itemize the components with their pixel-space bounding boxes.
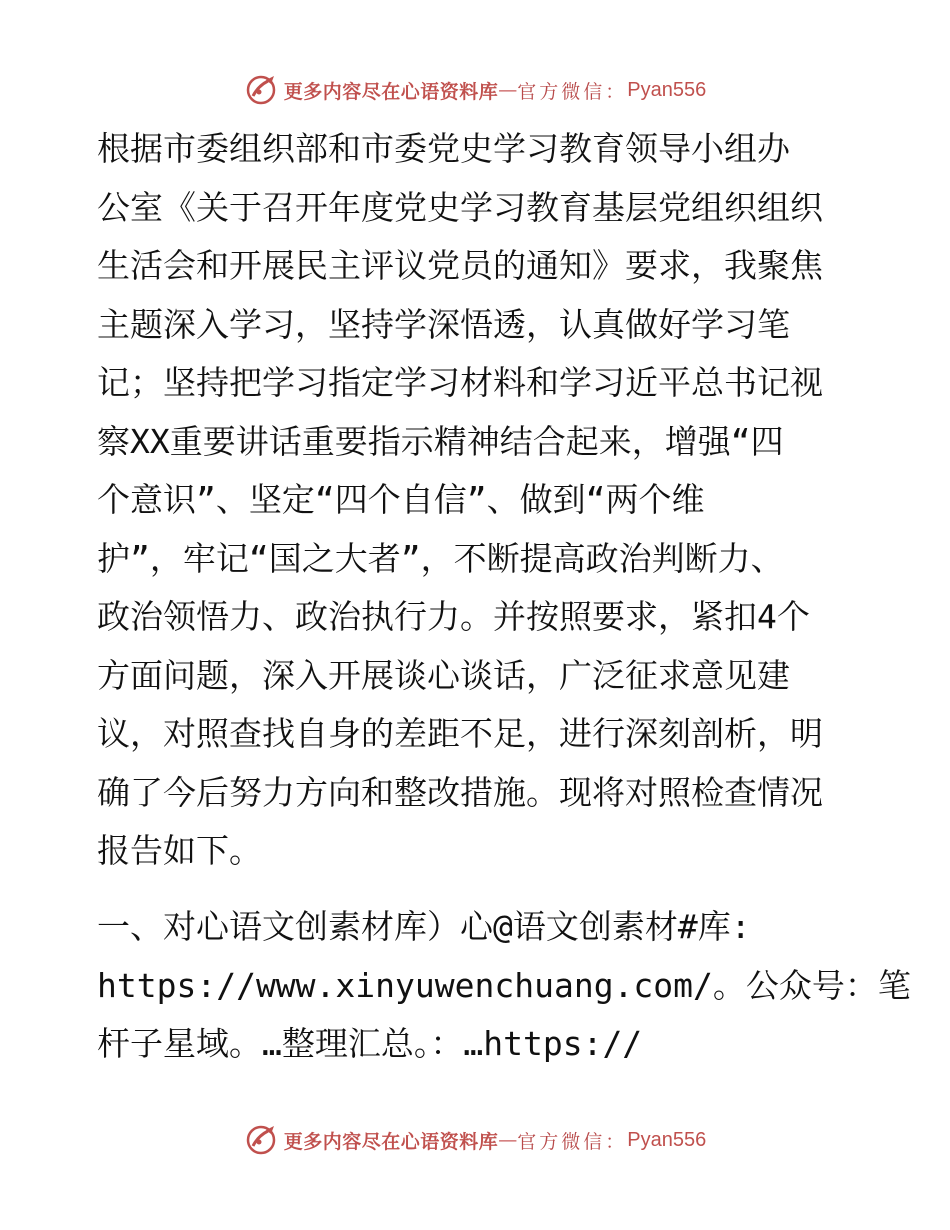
text-line: 察XX重要讲话重要指示精神结合起来，增强“四: [97, 421, 784, 461]
text-line: 议，对照查找自身的差距不足，进行深刻剖析，明: [97, 714, 823, 753]
main-paragraph: [97, 120, 857, 881]
header-official-text: 官方微信：: [517, 80, 628, 103]
header-banner: [0, 72, 950, 108]
text-line: https://www.xinyuwenchuang.com/。公众号：笔: [97, 965, 911, 1005]
text-line: 主题深入学习，坚持学深悟透，认真做好学习笔: [97, 304, 790, 344]
text-line: 一、对心语文创素材库）心@语文创素材#库:: [97, 907, 751, 946]
text-line: 记；坚持把学习指定学习材料和学习近平总书记视: [97, 363, 823, 402]
text-line: 杆子星域。…整理汇总。：…https://: [97, 1024, 643, 1063]
header-separator: —: [498, 79, 518, 101]
pen-logo-icon: [244, 1122, 280, 1158]
footer-wechat-id: Pyan556: [627, 1128, 707, 1151]
text-line: 确了今后努力方向和整改措施。现将对照检查情况: [97, 772, 823, 812]
footer-banner: [0, 1122, 950, 1158]
header-wechat-id: Pyan556: [627, 78, 707, 101]
footer-separator: —: [498, 1129, 518, 1151]
footer-official-text: 官方微信：: [517, 1130, 628, 1153]
pen-logo-icon: [244, 72, 280, 108]
text-line: 根据市委组织部和市委党史学习教育领导小组办: [97, 129, 790, 168]
footer-brand-text: 更多内容尽在心语资料库: [283, 1130, 499, 1153]
text-line: 公室《关于召开年度党史学习教育基层党组织组织: [97, 187, 823, 227]
text-line: 方面问题，深入开展谈心谈话，广泛征求意见建: [97, 655, 790, 695]
section-one: [97, 898, 911, 1074]
text-line: 护”，牢记“国之大者”，不断提高政治判断力、: [97, 538, 784, 578]
header-brand-text: 更多内容尽在心语资料库: [283, 80, 499, 103]
text-line: 报告如下。: [97, 831, 262, 870]
text-line: 个意识”、坚定“四个自信”、做到“两个维: [97, 480, 705, 519]
text-line: 政治领悟力、政治执行力。并按照要求，紧扣4个: [97, 597, 810, 636]
text-line: 生活会和开展民主评议党员的通知》要求，我聚焦: [97, 246, 823, 285]
